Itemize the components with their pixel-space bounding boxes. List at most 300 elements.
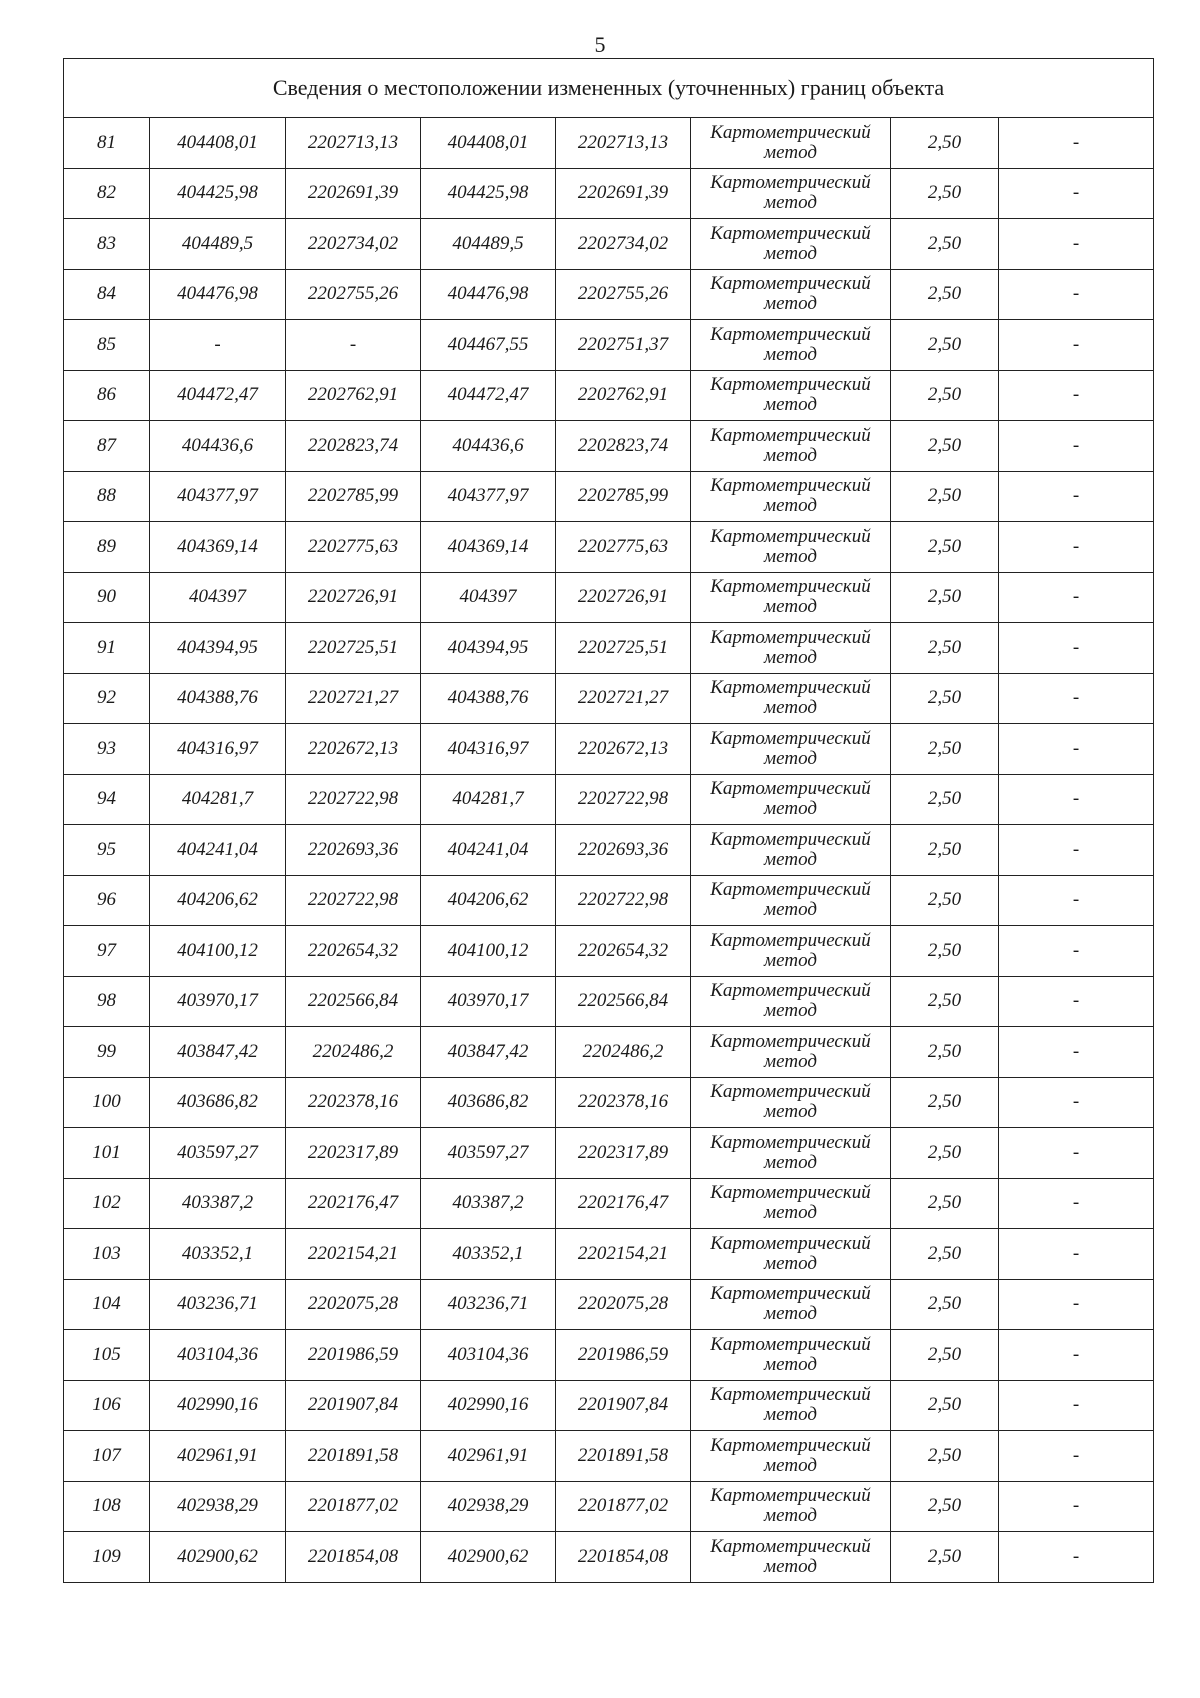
x-existing-cell: 404388,76 bbox=[150, 673, 286, 724]
method-cell bbox=[691, 623, 891, 674]
x-refined-cell: 404476,98 bbox=[421, 269, 556, 320]
method-cell bbox=[691, 1178, 891, 1229]
table-row bbox=[64, 370, 1154, 421]
point-number-cell: 88 bbox=[64, 471, 150, 522]
accuracy-cell: 2,50 bbox=[891, 1229, 999, 1280]
method-line2: метод bbox=[764, 1555, 817, 1577]
accuracy-cell: 2,50 bbox=[891, 219, 999, 270]
x-refined-cell: 404316,97 bbox=[421, 724, 556, 775]
y-refined-cell: 2202566,84 bbox=[556, 976, 691, 1027]
point-number-cell: 90 bbox=[64, 572, 150, 623]
method-line2: метод bbox=[764, 1404, 817, 1426]
table-row bbox=[64, 1380, 1154, 1431]
method-cell bbox=[691, 522, 891, 573]
x-refined-cell: 403236,71 bbox=[421, 1279, 556, 1330]
x-refined-cell: 403104,36 bbox=[421, 1330, 556, 1381]
table-row bbox=[64, 875, 1154, 926]
x-refined-cell: 402938,29 bbox=[421, 1481, 556, 1532]
method-line2: метод bbox=[764, 1050, 817, 1072]
method-cell bbox=[691, 926, 891, 977]
y-refined-cell: 2202693,36 bbox=[556, 825, 691, 876]
note-cell: - bbox=[999, 572, 1154, 623]
method-cell bbox=[691, 875, 891, 926]
y-refined-cell: 2202378,16 bbox=[556, 1077, 691, 1128]
method-line2: метод bbox=[764, 798, 817, 820]
point-number-cell: 89 bbox=[64, 522, 150, 573]
point-number-cell: 96 bbox=[64, 875, 150, 926]
method-line1: Картометрический bbox=[710, 778, 871, 800]
accuracy-cell: 2,50 bbox=[891, 1279, 999, 1330]
y-existing-cell: 2202691,39 bbox=[286, 168, 421, 219]
x-refined-cell: 404436,6 bbox=[421, 421, 556, 472]
accuracy-cell: 2,50 bbox=[891, 269, 999, 320]
method-line2: метод bbox=[764, 1303, 817, 1325]
method-line1: Картометрический bbox=[710, 273, 871, 295]
method-cell bbox=[691, 673, 891, 724]
note-cell: - bbox=[999, 623, 1154, 674]
note-cell: - bbox=[999, 370, 1154, 421]
x-existing-cell: 402938,29 bbox=[150, 1481, 286, 1532]
table-row bbox=[64, 1178, 1154, 1229]
method-line2: метод bbox=[764, 242, 817, 264]
note-cell: - bbox=[999, 1330, 1154, 1381]
method-line1: Картометрический bbox=[710, 172, 871, 194]
table-row bbox=[64, 1077, 1154, 1128]
y-existing-cell: 2202154,21 bbox=[286, 1229, 421, 1280]
note-cell: - bbox=[999, 1380, 1154, 1431]
x-refined-cell: 404467,55 bbox=[421, 320, 556, 371]
y-existing-cell: 2202762,91 bbox=[286, 370, 421, 421]
note-cell: - bbox=[999, 471, 1154, 522]
point-number-cell: 91 bbox=[64, 623, 150, 674]
accuracy-cell: 2,50 bbox=[891, 623, 999, 674]
method-line2: метод bbox=[764, 444, 817, 466]
x-refined-cell: 404377,97 bbox=[421, 471, 556, 522]
point-number-cell: 86 bbox=[64, 370, 150, 421]
point-number-cell: 83 bbox=[64, 219, 150, 270]
x-existing-cell: 404369,14 bbox=[150, 522, 286, 573]
x-refined-cell: 403597,27 bbox=[421, 1128, 556, 1179]
y-refined-cell: 2201986,59 bbox=[556, 1330, 691, 1381]
method-line1: Картометрический bbox=[710, 1333, 871, 1355]
note-cell: - bbox=[999, 1077, 1154, 1128]
x-refined-cell: 404206,62 bbox=[421, 875, 556, 926]
note-cell: - bbox=[999, 976, 1154, 1027]
accuracy-cell: 2,50 bbox=[891, 471, 999, 522]
y-refined-cell: 2202823,74 bbox=[556, 421, 691, 472]
point-number-cell: 97 bbox=[64, 926, 150, 977]
accuracy-cell: 2,50 bbox=[891, 926, 999, 977]
method-line1: Картометрический bbox=[710, 1081, 871, 1103]
table-row bbox=[64, 572, 1154, 623]
table-row bbox=[64, 724, 1154, 775]
table-row bbox=[64, 1279, 1154, 1330]
x-existing-cell: 403104,36 bbox=[150, 1330, 286, 1381]
note-cell: - bbox=[999, 875, 1154, 926]
method-line2: метод bbox=[764, 545, 817, 567]
x-refined-cell: 404425,98 bbox=[421, 168, 556, 219]
table-row bbox=[64, 320, 1154, 371]
method-line2: метод bbox=[764, 293, 817, 315]
point-number-cell: 102 bbox=[64, 1178, 150, 1229]
method-cell bbox=[691, 1532, 891, 1583]
x-refined-cell: 404388,76 bbox=[421, 673, 556, 724]
note-cell: - bbox=[999, 168, 1154, 219]
x-refined-cell: 403970,17 bbox=[421, 976, 556, 1027]
method-line2: метод bbox=[764, 596, 817, 618]
y-refined-cell: 2202722,98 bbox=[556, 875, 691, 926]
x-existing-cell: 404472,47 bbox=[150, 370, 286, 421]
method-line2: метод bbox=[764, 1151, 817, 1173]
x-refined-cell: 404100,12 bbox=[421, 926, 556, 977]
x-refined-cell: 404472,47 bbox=[421, 370, 556, 421]
y-refined-cell: 2202486,2 bbox=[556, 1027, 691, 1078]
method-cell bbox=[691, 1481, 891, 1532]
method-cell bbox=[691, 370, 891, 421]
y-refined-cell: 2202672,13 bbox=[556, 724, 691, 775]
method-line2: метод bbox=[764, 747, 817, 769]
x-refined-cell: 404241,04 bbox=[421, 825, 556, 876]
method-line1: Картометрический bbox=[710, 1535, 871, 1557]
point-number-cell: 106 bbox=[64, 1380, 150, 1431]
x-existing-cell: 403236,71 bbox=[150, 1279, 286, 1330]
x-refined-cell: 402900,62 bbox=[421, 1532, 556, 1583]
table-row bbox=[64, 219, 1154, 270]
y-refined-cell: 2202762,91 bbox=[556, 370, 691, 421]
y-refined-cell: 2202317,89 bbox=[556, 1128, 691, 1179]
x-existing-cell: 404489,5 bbox=[150, 219, 286, 270]
y-existing-cell: 2201877,02 bbox=[286, 1481, 421, 1532]
method-line2: метод bbox=[764, 192, 817, 214]
point-number-cell: 104 bbox=[64, 1279, 150, 1330]
table-row bbox=[64, 118, 1154, 169]
y-existing-cell: 2202672,13 bbox=[286, 724, 421, 775]
y-existing-cell: 2202075,28 bbox=[286, 1279, 421, 1330]
accuracy-cell: 2,50 bbox=[891, 774, 999, 825]
y-refined-cell: 2201891,58 bbox=[556, 1431, 691, 1482]
method-line2: метод bbox=[764, 141, 817, 163]
point-number-cell: 105 bbox=[64, 1330, 150, 1381]
method-line1: Картометрический bbox=[710, 1434, 871, 1456]
x-refined-cell: 403686,82 bbox=[421, 1077, 556, 1128]
y-refined-cell: 2202726,91 bbox=[556, 572, 691, 623]
x-existing-cell: - bbox=[150, 320, 286, 371]
method-line1: Картометрический bbox=[710, 222, 871, 244]
table-row bbox=[64, 522, 1154, 573]
method-line2: метод bbox=[764, 495, 817, 517]
point-number-cell: 93 bbox=[64, 724, 150, 775]
y-refined-cell: 2202176,47 bbox=[556, 1178, 691, 1229]
point-number-cell: 82 bbox=[64, 168, 150, 219]
y-existing-cell: 2201986,59 bbox=[286, 1330, 421, 1381]
method-line1: Картометрический bbox=[710, 121, 871, 143]
y-refined-cell: 2202734,02 bbox=[556, 219, 691, 270]
note-cell: - bbox=[999, 1481, 1154, 1532]
boundary-coordinates-table bbox=[63, 58, 1154, 1583]
x-existing-cell: 403686,82 bbox=[150, 1077, 286, 1128]
y-existing-cell: 2202775,63 bbox=[286, 522, 421, 573]
point-number-cell: 109 bbox=[64, 1532, 150, 1583]
note-cell: - bbox=[999, 118, 1154, 169]
x-existing-cell: 403970,17 bbox=[150, 976, 286, 1027]
y-existing-cell: 2202654,32 bbox=[286, 926, 421, 977]
y-existing-cell: 2202722,98 bbox=[286, 875, 421, 926]
accuracy-cell: 2,50 bbox=[891, 673, 999, 724]
method-line2: метод bbox=[764, 1353, 817, 1375]
note-cell: - bbox=[999, 219, 1154, 270]
accuracy-cell: 2,50 bbox=[891, 421, 999, 472]
accuracy-cell: 2,50 bbox=[891, 1178, 999, 1229]
method-line1: Картометрический bbox=[710, 323, 871, 345]
y-refined-cell: 2201877,02 bbox=[556, 1481, 691, 1532]
x-existing-cell: 403597,27 bbox=[150, 1128, 286, 1179]
point-number-cell: 81 bbox=[64, 118, 150, 169]
x-existing-cell: 404316,97 bbox=[150, 724, 286, 775]
note-cell: - bbox=[999, 1229, 1154, 1280]
note-cell: - bbox=[999, 926, 1154, 977]
x-existing-cell: 404476,98 bbox=[150, 269, 286, 320]
y-refined-cell: 2202751,37 bbox=[556, 320, 691, 371]
x-refined-cell: 403847,42 bbox=[421, 1027, 556, 1078]
method-line2: метод bbox=[764, 1000, 817, 1022]
method-cell bbox=[691, 219, 891, 270]
note-cell: - bbox=[999, 320, 1154, 371]
x-existing-cell: 404100,12 bbox=[150, 926, 286, 977]
y-existing-cell: 2202722,98 bbox=[286, 774, 421, 825]
method-line2: метод bbox=[764, 1454, 817, 1476]
method-line1: Картометрический bbox=[710, 576, 871, 598]
accuracy-cell: 2,50 bbox=[891, 1481, 999, 1532]
point-number-cell: 100 bbox=[64, 1077, 150, 1128]
accuracy-cell: 2,50 bbox=[891, 1431, 999, 1482]
y-refined-cell: 2202755,26 bbox=[556, 269, 691, 320]
point-number-cell: 107 bbox=[64, 1431, 150, 1482]
method-cell bbox=[691, 572, 891, 623]
table-row bbox=[64, 673, 1154, 724]
note-cell: - bbox=[999, 1532, 1154, 1583]
method-cell bbox=[691, 1279, 891, 1330]
x-existing-cell: 404377,97 bbox=[150, 471, 286, 522]
y-refined-cell: 2202713,13 bbox=[556, 118, 691, 169]
x-existing-cell: 402990,16 bbox=[150, 1380, 286, 1431]
method-cell bbox=[691, 976, 891, 1027]
x-refined-cell: 404408,01 bbox=[421, 118, 556, 169]
accuracy-cell: 2,50 bbox=[891, 320, 999, 371]
point-number-cell: 98 bbox=[64, 976, 150, 1027]
method-line2: метод bbox=[764, 1101, 817, 1123]
x-existing-cell: 402961,91 bbox=[150, 1431, 286, 1482]
x-existing-cell: 404394,95 bbox=[150, 623, 286, 674]
table-caption-row bbox=[64, 59, 1154, 118]
y-refined-cell: 2202785,99 bbox=[556, 471, 691, 522]
method-line1: Картометрический bbox=[710, 1030, 871, 1052]
method-line2: метод bbox=[764, 1505, 817, 1527]
y-refined-cell: 2201907,84 bbox=[556, 1380, 691, 1431]
method-line2: метод bbox=[764, 1252, 817, 1274]
method-cell bbox=[691, 168, 891, 219]
x-existing-cell: 403387,2 bbox=[150, 1178, 286, 1229]
note-cell: - bbox=[999, 825, 1154, 876]
y-existing-cell: 2202486,2 bbox=[286, 1027, 421, 1078]
y-existing-cell: 2202721,27 bbox=[286, 673, 421, 724]
accuracy-cell: 2,50 bbox=[891, 522, 999, 573]
method-line1: Картометрический bbox=[710, 374, 871, 396]
x-refined-cell: 404394,95 bbox=[421, 623, 556, 674]
y-refined-cell: 2202075,28 bbox=[556, 1279, 691, 1330]
table-row bbox=[64, 269, 1154, 320]
x-existing-cell: 404436,6 bbox=[150, 421, 286, 472]
note-cell: - bbox=[999, 1431, 1154, 1482]
method-line1: Картометрический bbox=[710, 929, 871, 951]
method-cell bbox=[691, 1077, 891, 1128]
method-line1: Картометрический bbox=[710, 727, 871, 749]
y-refined-cell: 2202154,21 bbox=[556, 1229, 691, 1280]
method-line1: Картометрический bbox=[710, 879, 871, 901]
method-line2: метод bbox=[764, 697, 817, 719]
y-existing-cell: 2202755,26 bbox=[286, 269, 421, 320]
accuracy-cell: 2,50 bbox=[891, 1077, 999, 1128]
method-line1: Картометрический bbox=[710, 1485, 871, 1507]
note-cell: - bbox=[999, 269, 1154, 320]
note-cell: - bbox=[999, 774, 1154, 825]
point-number-cell: 101 bbox=[64, 1128, 150, 1179]
y-refined-cell: 2201854,08 bbox=[556, 1532, 691, 1583]
method-cell bbox=[691, 118, 891, 169]
y-refined-cell: 2202722,98 bbox=[556, 774, 691, 825]
method-line2: метод bbox=[764, 949, 817, 971]
x-existing-cell: 404425,98 bbox=[150, 168, 286, 219]
table-row bbox=[64, 1330, 1154, 1381]
method-cell bbox=[691, 1027, 891, 1078]
method-cell bbox=[691, 774, 891, 825]
point-number-cell: 87 bbox=[64, 421, 150, 472]
point-number-cell: 85 bbox=[64, 320, 150, 371]
table-row bbox=[64, 421, 1154, 472]
x-refined-cell: 403352,1 bbox=[421, 1229, 556, 1280]
y-existing-cell: 2201907,84 bbox=[286, 1380, 421, 1431]
method-cell bbox=[691, 825, 891, 876]
x-existing-cell: 402900,62 bbox=[150, 1532, 286, 1583]
method-cell bbox=[691, 1229, 891, 1280]
table-row bbox=[64, 926, 1154, 977]
note-cell: - bbox=[999, 1279, 1154, 1330]
page-number: 5 bbox=[594, 32, 606, 57]
table-row bbox=[64, 1128, 1154, 1179]
method-line1: Картометрический bbox=[710, 828, 871, 850]
table-caption: Сведения о местоположении измененных (уточненных) границ объекта bbox=[64, 59, 1154, 118]
method-line1: Картометрический bbox=[710, 475, 871, 497]
table-row bbox=[64, 825, 1154, 876]
accuracy-cell: 2,50 bbox=[891, 1532, 999, 1583]
accuracy-cell: 2,50 bbox=[891, 1380, 999, 1431]
y-existing-cell: 2202378,16 bbox=[286, 1077, 421, 1128]
y-existing-cell: 2202693,36 bbox=[286, 825, 421, 876]
accuracy-cell: 2,50 bbox=[891, 825, 999, 876]
method-line1: Картометрический bbox=[710, 626, 871, 648]
y-existing-cell: 2202734,02 bbox=[286, 219, 421, 270]
table-row bbox=[64, 1481, 1154, 1532]
method-cell bbox=[691, 1330, 891, 1381]
note-cell: - bbox=[999, 673, 1154, 724]
method-line1: Картометрический bbox=[710, 1384, 871, 1406]
y-existing-cell: 2202713,13 bbox=[286, 118, 421, 169]
accuracy-cell: 2,50 bbox=[891, 976, 999, 1027]
x-existing-cell: 404206,62 bbox=[150, 875, 286, 926]
table-row bbox=[64, 471, 1154, 522]
note-cell: - bbox=[999, 1128, 1154, 1179]
y-refined-cell: 2202721,27 bbox=[556, 673, 691, 724]
y-existing-cell: - bbox=[286, 320, 421, 371]
table-row bbox=[64, 1229, 1154, 1280]
y-existing-cell: 2202317,89 bbox=[286, 1128, 421, 1179]
table-row bbox=[64, 976, 1154, 1027]
x-refined-cell: 404281,7 bbox=[421, 774, 556, 825]
method-cell bbox=[691, 1431, 891, 1482]
method-cell bbox=[691, 471, 891, 522]
accuracy-cell: 2,50 bbox=[891, 1330, 999, 1381]
accuracy-cell: 2,50 bbox=[891, 1128, 999, 1179]
point-number-cell: 108 bbox=[64, 1481, 150, 1532]
method-line2: метод bbox=[764, 343, 817, 365]
method-line1: Картометрический bbox=[710, 1232, 871, 1254]
y-existing-cell: 2202176,47 bbox=[286, 1178, 421, 1229]
y-existing-cell: 2202566,84 bbox=[286, 976, 421, 1027]
method-cell bbox=[691, 421, 891, 472]
y-existing-cell: 2202823,74 bbox=[286, 421, 421, 472]
method-line2: метод bbox=[764, 394, 817, 416]
method-cell bbox=[691, 269, 891, 320]
table-row bbox=[64, 1027, 1154, 1078]
method-cell bbox=[691, 1380, 891, 1431]
point-number-cell: 99 bbox=[64, 1027, 150, 1078]
accuracy-cell: 2,50 bbox=[891, 724, 999, 775]
table-row bbox=[64, 168, 1154, 219]
x-refined-cell: 402961,91 bbox=[421, 1431, 556, 1482]
note-cell: - bbox=[999, 421, 1154, 472]
y-existing-cell: 2202785,99 bbox=[286, 471, 421, 522]
method-line1: Картометрический bbox=[710, 1182, 871, 1204]
point-number-cell: 103 bbox=[64, 1229, 150, 1280]
table-row bbox=[64, 774, 1154, 825]
y-existing-cell: 2202726,91 bbox=[286, 572, 421, 623]
x-refined-cell: 404489,5 bbox=[421, 219, 556, 270]
method-line1: Картометрический bbox=[710, 424, 871, 446]
x-existing-cell: 404397 bbox=[150, 572, 286, 623]
y-refined-cell: 2202775,63 bbox=[556, 522, 691, 573]
point-number-cell: 84 bbox=[64, 269, 150, 320]
table-row bbox=[64, 1532, 1154, 1583]
accuracy-cell: 2,50 bbox=[891, 572, 999, 623]
y-existing-cell: 2201891,58 bbox=[286, 1431, 421, 1482]
point-number-cell: 95 bbox=[64, 825, 150, 876]
x-refined-cell: 402990,16 bbox=[421, 1380, 556, 1431]
method-line1: Картометрический bbox=[710, 677, 871, 699]
x-existing-cell: 403847,42 bbox=[150, 1027, 286, 1078]
x-refined-cell: 404397 bbox=[421, 572, 556, 623]
method-line1: Картометрический bbox=[710, 1131, 871, 1153]
note-cell: - bbox=[999, 724, 1154, 775]
x-refined-cell: 404369,14 bbox=[421, 522, 556, 573]
method-line1: Картометрический bbox=[710, 525, 871, 547]
accuracy-cell: 2,50 bbox=[891, 875, 999, 926]
method-cell bbox=[691, 320, 891, 371]
table-row bbox=[64, 1431, 1154, 1482]
note-cell: - bbox=[999, 522, 1154, 573]
method-line2: метод bbox=[764, 1202, 817, 1224]
x-existing-cell: 404408,01 bbox=[150, 118, 286, 169]
accuracy-cell: 2,50 bbox=[891, 168, 999, 219]
y-refined-cell: 2202725,51 bbox=[556, 623, 691, 674]
